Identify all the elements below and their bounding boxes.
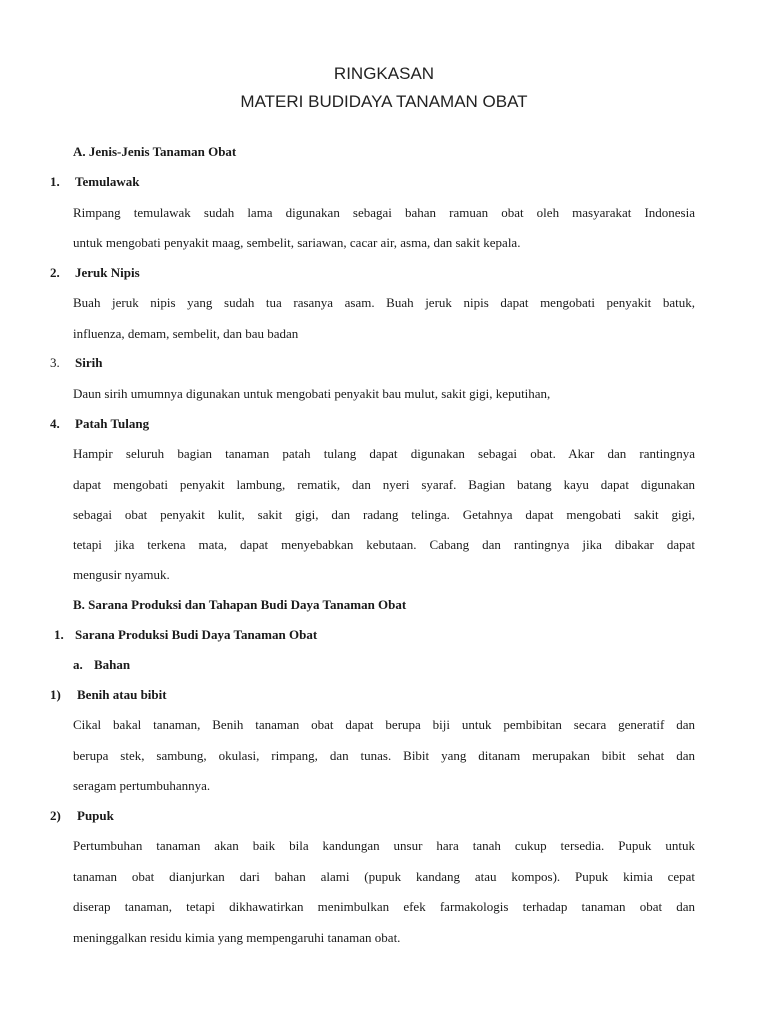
sub-subsection-letter: a. — [73, 657, 83, 672]
paragraph-line: Hampir seluruh bagian tanaman patah tulang dapat digunakan sebagai obat. Akar dan rantingnya — [73, 446, 695, 461]
item-title-sirih: Sirih — [75, 355, 103, 370]
item-title-benih: Benih atau bibit — [77, 687, 167, 702]
paragraph-line: seragam pertumbuhannya. — [73, 778, 211, 793]
paragraph-line: Daun sirih umumnya digunakan untuk mengobati penyakit bau mulut, sakit gigi, keputihan, — [73, 386, 551, 401]
paragraph-line: berupa stek, sambung, okulasi, rimpang, dan tunas. Bibit yang ditanam merupakan bibit sehat dan — [73, 748, 695, 763]
subsection-number: 1. — [54, 627, 64, 642]
section-a-heading: A. Jenis-Jenis Tanaman Obat — [73, 144, 237, 159]
item-title-pupuk: Pupuk — [77, 808, 114, 823]
item-number: 3. — [50, 355, 60, 370]
paragraph-line: sebagai obat penyakit kulit, sakit gigi, dan radang telinga. Getahnya dapat mengobati sakit gigi, — [73, 507, 695, 522]
paragraph-line: meninggalkan residu kimia yang mempengaruhi tanaman obat. — [73, 930, 401, 945]
paragraph-line: untuk mengobati penyakit maag, sembelit, sariawan, cacar air, asma, dan sakit kepala. — [73, 235, 521, 250]
paragraph-line: tanaman obat dianjurkan dari bahan alami (pupuk kandang atau kompos). Pupuk kimia cepat — [73, 869, 695, 884]
paragraph-line: dapat mengobati penyakit lambung, rematik, dan nyeri syaraf. Bagian batang kayu dapat digunakan — [73, 477, 695, 492]
item-number: 1) — [50, 687, 61, 702]
document-title-line2: MATERI BUDIDAYA TANAMAN OBAT — [240, 92, 528, 111]
paragraph-line: Buah jeruk nipis yang sudah tua rasanya asam. Buah jeruk nipis dapat mengobati penyakit batuk, — [73, 295, 695, 310]
item-title-temulawak: Temulawak — [75, 174, 140, 189]
item-number: 2. — [50, 265, 60, 280]
item-number: 1. — [50, 174, 60, 189]
subsection-title: Sarana Produksi Budi Daya Tanaman Obat — [75, 627, 318, 642]
paragraph-line: Pertumbuhan tanaman akan baik bila kandungan unsur hara tanah cukup tersedia. Pupuk untuk — [73, 838, 695, 853]
item-number: 2) — [50, 808, 61, 823]
paragraph-line: Rimpang temulawak sudah lama digunakan sebagai bahan ramuan obat oleh masyarakat Indonesia — [73, 205, 695, 220]
item-title-jeruk-nipis: Jeruk Nipis — [75, 265, 140, 280]
item-title-patah-tulang: Patah Tulang — [75, 416, 150, 431]
paragraph-line: Cikal bakal tanaman, Benih tanaman obat dapat berupa biji untuk pembibitan secara generatif dan — [73, 717, 695, 732]
section-b-heading: B. Sarana Produksi dan Tahapan Budi Daya Tanaman Obat — [73, 597, 407, 612]
paragraph-line: mengusir nyamuk. — [73, 567, 170, 582]
document-title-line1: RINGKASAN — [333, 64, 435, 83]
paragraph-line: tetapi jika terkena mata, dapat menyebabkan kebutaan. Cabang dan rantingnya jika dibakar dapat — [73, 537, 695, 552]
item-number: 4. — [50, 416, 60, 431]
paragraph-line: influenza, demam, sembelit, dan bau badan — [73, 326, 299, 341]
paragraph-line: diserap tanaman, tetapi dikhawatirkan menimbulkan efek farmakologis terhadap tanaman obat dan — [73, 899, 695, 914]
sub-subsection-title: Bahan — [94, 657, 131, 672]
